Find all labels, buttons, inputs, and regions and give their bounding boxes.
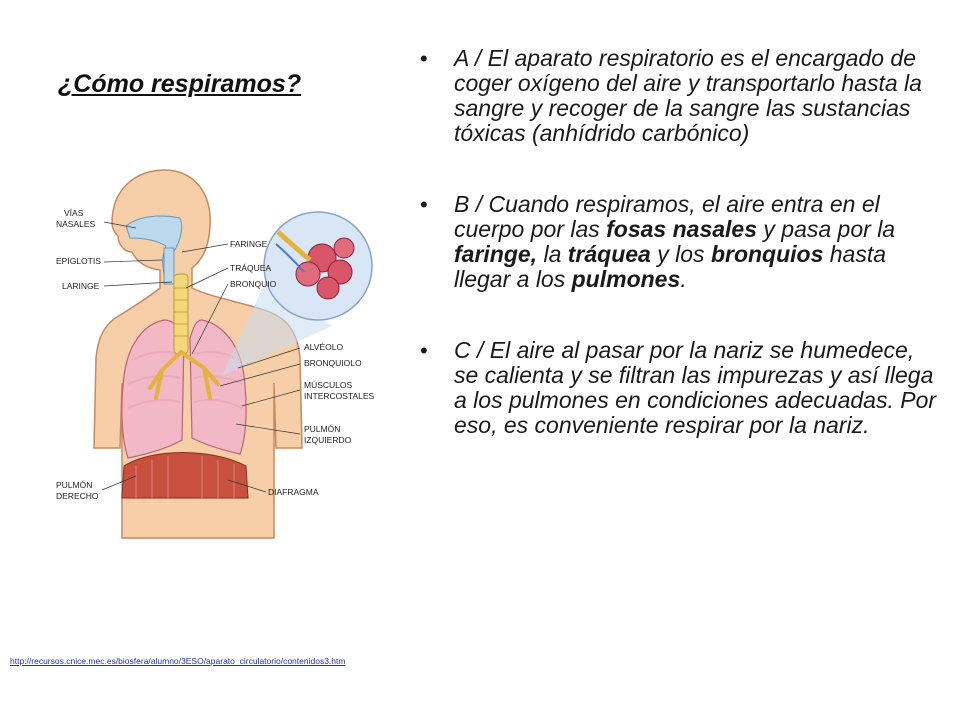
respiratory-system-diagram: [52, 148, 392, 568]
label-pulmon-derecho-2: DERECHO: [56, 491, 99, 501]
trachea: [174, 274, 188, 354]
label-bronquio: BRONQUIO: [230, 279, 277, 289]
term-fosas-nasales: fosas nasales: [606, 216, 758, 242]
label-vias-nasales: VÍAS: [64, 208, 84, 218]
bullet-a-text: El aparato respiratorio es el encargado de coger oxígeno del aire y transportarlo hasta la sangre y recoger de la sangre las sustancias tóxicas (anhídrido carbónico): [454, 45, 922, 146]
bullet-b-lead: B / Cuando respiramos, el aire entra en el cuerpo por las: [454, 191, 880, 242]
diaphragm: [122, 453, 248, 499]
label-epiglotis: EPIGLOTIS: [56, 256, 101, 266]
label-musculos-2: INTERCOSTALES: [304, 391, 375, 401]
label-bronquiolo: BRONQUIOLO: [304, 358, 362, 368]
label-diafragma: DIAFRAGMA: [268, 487, 319, 497]
label-pulmon-derecho: PULMÓN: [56, 480, 93, 490]
bullet-b-t5: .: [680, 266, 687, 292]
bullet-list: [420, 46, 940, 484]
bullet-b-t1: y pasa por la: [757, 216, 896, 242]
slide-title: ¿Cómo respiramos?: [58, 70, 302, 98]
label-alveolo: ALVÉOLO: [304, 342, 344, 352]
bullet-b-t4: hasta llegar a los: [454, 241, 887, 292]
bullet-b: [420, 192, 940, 292]
term-traquea: tráquea: [567, 241, 651, 267]
label-pulmon-izquierdo-2: IZQUIERDO: [304, 435, 352, 445]
label-laringe: LARINGE: [62, 281, 100, 291]
bullet-c: [420, 338, 940, 438]
label-musculos: MÚSCULOS: [304, 380, 353, 390]
bullet-a: [420, 46, 940, 146]
bullet-b-t3: y los: [650, 241, 711, 267]
bullet-c-text: C / El aire al pasar por la nariz se humedece, se calienta y se filtran las impurezas y así llega a los pulmones en condiciones adecuadas. Por eso, es conveniente respirar por la nariz.: [454, 337, 937, 438]
label-faringe: FARINGE: [230, 239, 268, 249]
term-pulmones: pulmones: [571, 266, 681, 292]
label-vias-nasales-2: NASALES: [56, 219, 96, 229]
label-traquea: TRÁQUEA: [230, 263, 272, 273]
term-faringe: faringe,: [454, 241, 538, 267]
pharynx: [164, 248, 174, 284]
source-link[interactable]: http://recursos.cnice.mec.es/biosfera/alumno/3ESO/aparato_circulatorio/contenidos3.htm: [10, 656, 346, 666]
label-pulmon-izquierdo: PULMÓN: [304, 424, 341, 434]
bullet-b-t2: la: [537, 241, 568, 267]
bullet-a-lead: A /: [454, 45, 488, 71]
term-bronquios: bronquios: [710, 241, 824, 267]
